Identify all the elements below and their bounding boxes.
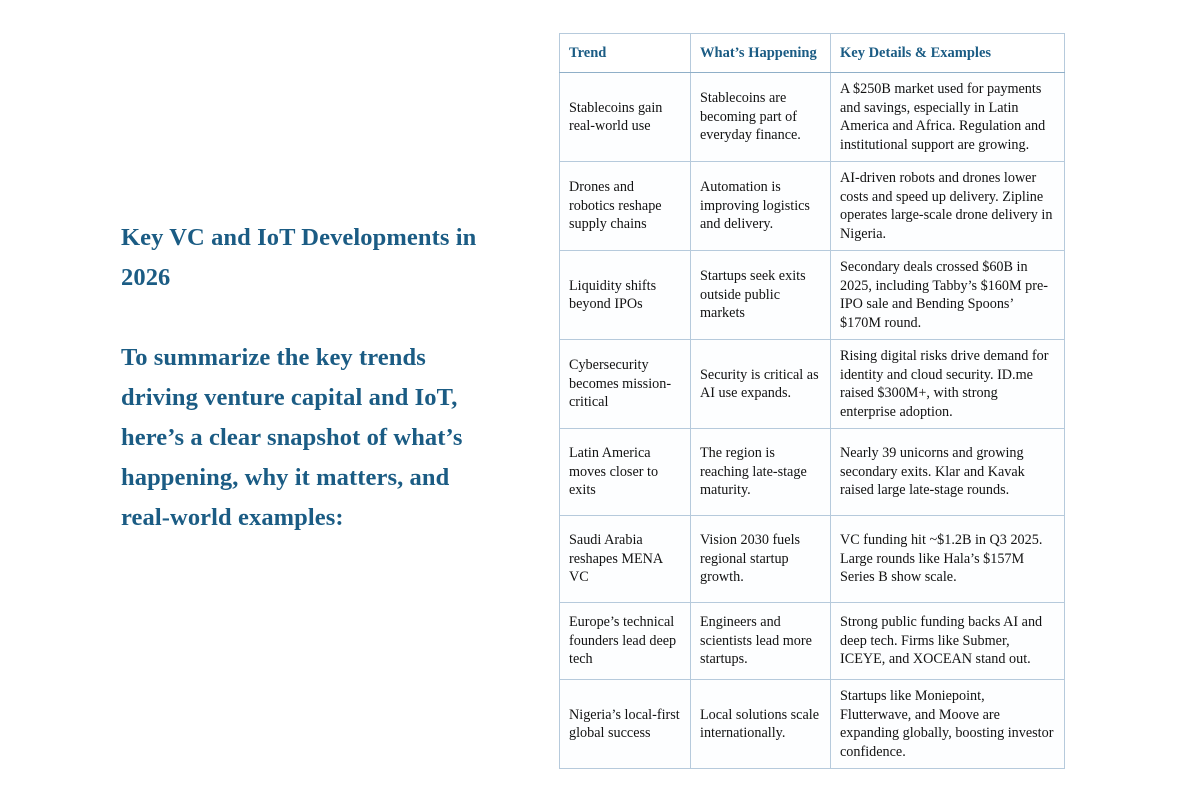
cell-trend: Drones and robotics reshape supply chains xyxy=(560,162,691,251)
table-body xyxy=(560,73,1065,769)
trends-table xyxy=(559,33,1065,769)
cell-happening: Automation is improving logistics and delivery. xyxy=(691,162,831,251)
table-row xyxy=(560,603,1065,680)
cell-trend: Nigeria’s local-first global success xyxy=(560,680,691,769)
table-header-row xyxy=(560,34,1065,73)
cell-details: VC funding hit ~$1.2B in Q3 2025. Large rounds like Hala’s $157M Series B show scale. xyxy=(831,516,1065,603)
cell-trend: Stablecoins gain real-world use xyxy=(560,73,691,162)
cell-trend: Liquidity shifts beyond IPOs xyxy=(560,251,691,340)
cell-trend: Saudi Arabia reshapes MENA VC xyxy=(560,516,691,603)
page-title: Key VC and IoT Developments in 2026 xyxy=(121,224,477,291)
cell-happening: The region is reaching late-stage maturity. xyxy=(691,429,831,516)
cell-trend: Cybersecurity becomes mission-critical xyxy=(560,340,691,429)
intro-paragraph: To summarize the key trends driving venture capital and IoT, here’s a clear snapshot of what’s happening, why it matters, and real-world examples: xyxy=(121,344,463,531)
intro-text-panel xyxy=(121,218,501,538)
cell-details: Rising digital risks drive demand for identity and cloud security. ID.me raised $300M+, with strong enterprise adoption. xyxy=(831,340,1065,429)
table-row xyxy=(560,516,1065,603)
cell-happening: Engineers and scientists lead more startups. xyxy=(691,603,831,680)
column-header-details: Key Details & Examples xyxy=(831,34,1065,73)
cell-trend: Latin America moves closer to exits xyxy=(560,429,691,516)
table-row xyxy=(560,162,1065,251)
cell-details: Nearly 39 unicorns and growing secondary exits. Klar and Kavak raised large late-stage rounds. xyxy=(831,429,1065,516)
cell-details: Strong public funding backs AI and deep tech. Firms like Submer, ICEYE, and XOCEAN stand out. xyxy=(831,603,1065,680)
cell-happening: Security is critical as AI use expands. xyxy=(691,340,831,429)
cell-details: AI-driven robots and drones lower costs and speed up delivery. Zipline operates large-scale drone delivery in Nigeria. xyxy=(831,162,1065,251)
table-row xyxy=(560,340,1065,429)
cell-details: Secondary deals crossed $60B in 2025, including Tabby’s $160M pre-IPO sale and Bending Spoons’ $170M round. xyxy=(831,251,1065,340)
table-header xyxy=(560,34,1065,73)
table-row xyxy=(560,73,1065,162)
table-row xyxy=(560,429,1065,516)
cell-happening: Vision 2030 fuels regional startup growth. xyxy=(691,516,831,603)
cell-trend: Europe’s technical founders lead deep tech xyxy=(560,603,691,680)
cell-details: Startups like Moniepoint, Flutterwave, and Moove are expanding globally, boosting investor confidence. xyxy=(831,680,1065,769)
cell-happening: Startups seek exits outside public markets xyxy=(691,251,831,340)
cell-happening: Local solutions scale internationally. xyxy=(691,680,831,769)
cell-happening: Stablecoins are becoming part of everyday finance. xyxy=(691,73,831,162)
column-header-trend: Trend xyxy=(560,34,691,73)
table-row xyxy=(560,680,1065,769)
trends-table-container xyxy=(559,33,1064,769)
cell-details: A $250B market used for payments and savings, especially in Latin America and Africa. Regulation and institutional support are growing. xyxy=(831,73,1065,162)
column-header-happening: What’s Happening xyxy=(691,34,831,73)
table-row xyxy=(560,251,1065,340)
